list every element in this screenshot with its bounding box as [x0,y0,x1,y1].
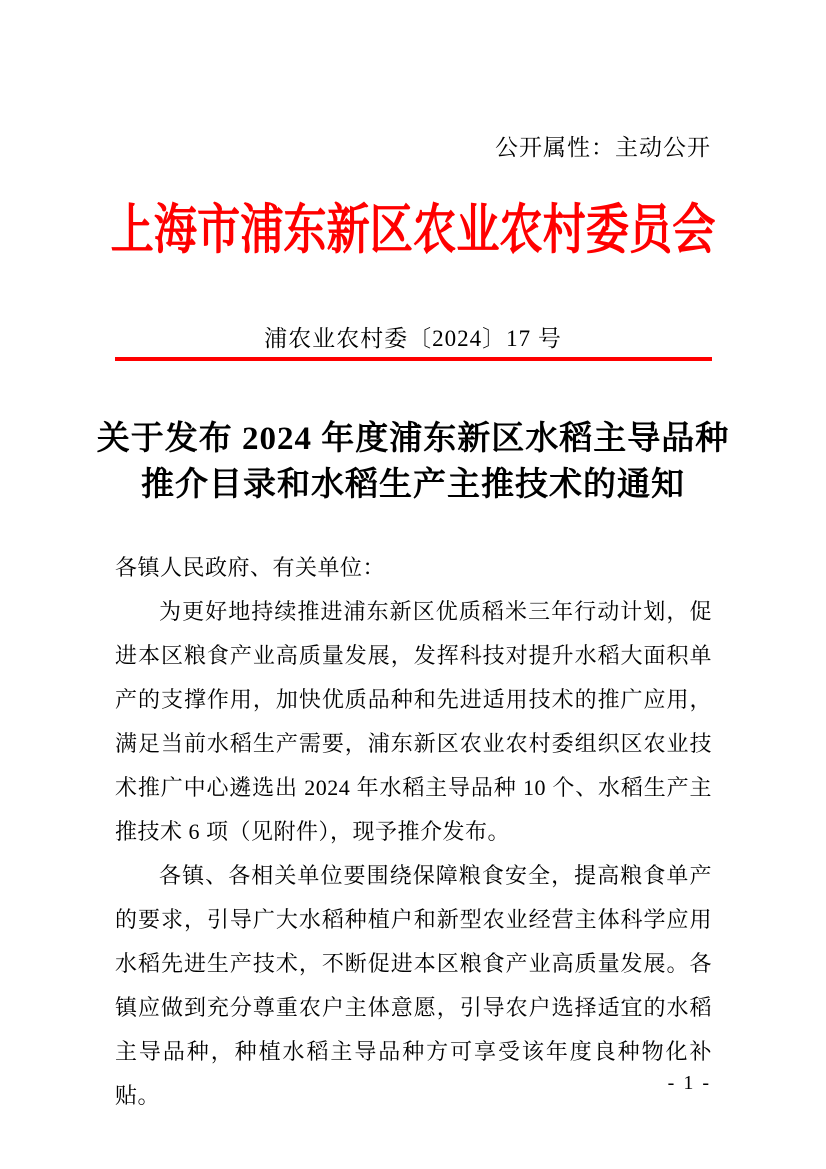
red-divider-line [115,357,712,361]
body-paragraph-1: 为更好地持续推进浦东新区优质稻米三年行动计划，促进本区粮食产业高质量发展，发挥科技对提升水稻大面积单产的支撑作用，加快优质品种和先进适用技术的推广应用，满足当前水稻生产需要，浦东新区农业农村委组织区农业技术推广中心遴选出 2024 年水稻主导品种 10 个、水稻生产主推技术 6 项（见附件），现予推介发布。 [115,599,712,844]
publicity-attribute-label: 公开属性：主动公开 [495,135,711,160]
notice-title [0,416,826,508]
document-reference-number: 浦农业农村委〔2024〕17 号 [264,326,562,351]
notice-title-line2: 推介目录和水稻生产主推技术的通知 [141,467,685,503]
document-body [115,546,712,1118]
issuing-authority-title: 上海市浦东新区农业农村委员会 [110,200,716,260]
notice-title-line1: 关于发布 2024 年度浦东新区水稻主导品种 [96,421,730,457]
page-number: - 1 - [667,1072,711,1094]
salutation: 各镇人民政府、有关单位： [115,555,386,580]
body-paragraph-2: 各镇、各相关单位要围绕保障粮食安全，提高粮食单产的要求，引导广大水稻种植户和新型农业经营主体科学应用水稻先进生产技术，不断促进本区粮食产业高质量发展。各镇应做到充分尊重农户主体意愿，引导农户选择适宜的水稻主导品种，种植水稻主导品种方可享受该年度良种物化补贴。 [115,863,712,1108]
